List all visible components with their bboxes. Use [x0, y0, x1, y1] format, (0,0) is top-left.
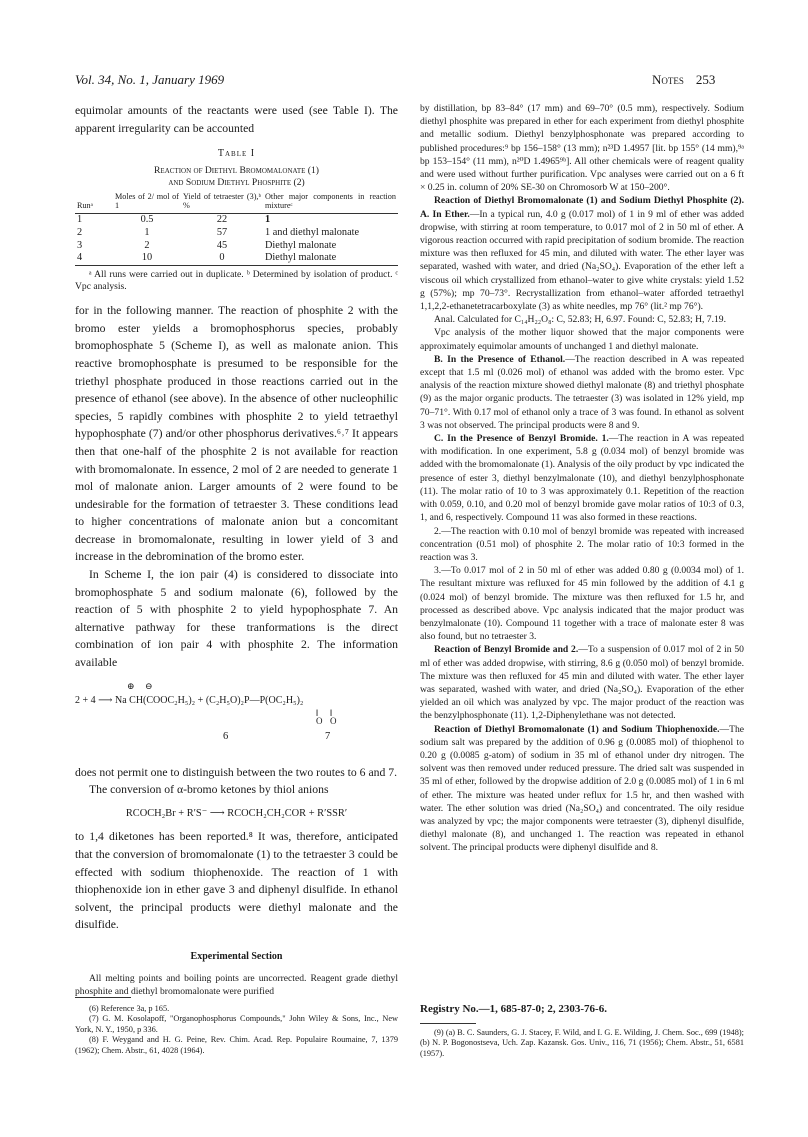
cell-yield: 0	[181, 252, 263, 265]
scheme-hypophosphate: (C₂H₅O)₂P—P(OC₂H₅)₂	[205, 694, 304, 706]
cell-yield: 57	[216, 226, 228, 238]
table-subtitle-1: Reaction of Diethyl Bromomalonate (1)	[154, 164, 319, 176]
procedure-thiophenoxide-text: —The sodium salt was prepared by the addition of 0.96 g (0.0085 mol) of thiophenol to 0.20 g (0.0085 g-atom) of sodium in 35 ml of ethanol under dry nitrogen. The solvent was then removed under reduced pressure. The dried salt was suspended in 35 ml of ether, followed by the dropwise addition of 2.0 g (0.0085 mol) of 1 in 6 ml of ether. The mixture was heated under reflux for 1.5 hr, and then washed with water. The ether solution was dried (Na₂SO₄) and concentrated. The oily residue was analyzed by vpc; the major components were tetraester (3), diphenyl disulfide, diethyl malonate (8), and unchanged 1. The reaction was repeated in ethanol solvent. The principal products were diphenyl disulfide and 8.	[420, 723, 744, 854]
right-paragraph-1: by distillation, bp 83–84° (17 mm) and 69–70° (0.5 mm), respectively. Sodium diethyl phosphite was prepared in ether for each experiment from diethyl phosphite and metallic sodium. Diethyl benzylphosphonate was prepared according to published procedures:⁹ bp 156–158° (13 mm); n²³D 1.4957 [lit. bp 155° (14 mm),⁹ᵃ bp 153–154° (11 mm), n²⁰D 1.4965⁹ᵇ]. All other chemicals were of reagent quality and were used without further purification. Vpc analyses were carried out on a 6 ft × 0.25 in. column of 20% SE-30 on Chromosorb W at 150–200°.	[420, 103, 744, 194]
procedure-thiophenoxide	[420, 723, 744, 855]
negative-charge-symbol: ⊖	[145, 680, 153, 691]
scheme-malonate-anion: CH(COOC₂H₅)₂	[129, 694, 196, 706]
col-header-run: Runᵃ	[75, 192, 113, 214]
table-row	[75, 252, 398, 265]
footnotes-right	[420, 1028, 744, 1059]
procedure-thiophenoxide-heading: Reaction of Diethyl Bromomalonate (1) and Sodium Thiophenoxide.	[434, 723, 720, 735]
footnote-8: (8) F. Weygand and H. G. Peine, Rev. Chim. Acad. Rep. Populaire Roumaine, 7, 1379 (1962); Chem. Abstr., 61, 4028 (1964).	[75, 1035, 398, 1055]
cell-other: Diethyl malonate	[265, 239, 337, 251]
cell-yield: 45	[216, 239, 228, 251]
data-table	[75, 192, 398, 266]
procedure-c1-text: —The reaction in A was repeated with modification. In one experiment, 5.8 g (0.034 mol) of benzyl bromide was added with the bromomalonate (1). Analysis of the oily product by vpc indicated the presence of ester 3, diethyl benzylmalonate (10), and diethyl benzylphosphonate (11). The molar ratio of 10 to 3 was approximately 0.1. Repetition of the reaction with 0.059, 0.10, and 0.20 mol of benzyl bromide gave molar ratios of 10:3 of 0.3, 1, and 6, respectively. Compound 11 was also formed in these reactions.	[420, 433, 744, 524]
col-header-moles: Moles of 2/ mol of 1	[113, 192, 181, 214]
cell-run: 1	[77, 213, 83, 225]
mother-liquor-paragraph: Vpc analysis of the mother liquor showed that the major components were approximately equimolar amounts of unchanged 1 and diethyl malonate.	[420, 327, 744, 352]
body-paragraph-2: In Scheme I, the ion pair (4) is considered to dissociate into bromophosphate 5 and sodium malonate (6), followed by the reaction of 5 with phosphite 2 to yield hypophosphate 7. An alternative pathway for these tranformations is the direct combination of ion pair 4 with phosphite 2. The information available	[75, 568, 398, 670]
table-row	[75, 213, 398, 226]
cell-other: 1	[265, 213, 271, 225]
experimental-intro: All melting points and boiling points are uncorrected. Reagent grade diethyl phosphite and diethyl bromomalonate were purified	[75, 972, 398, 997]
intro-paragraph: equimolar amounts of the reactants were used (see Table I). The apparent irregularity can be accounted	[75, 104, 398, 135]
footnotes-left	[75, 1004, 398, 1056]
procedure-a-text: —In a typical run, 4.0 g (0.017 mol) of 1 in 9 ml of ether was added dropwise, with stirring at room temperature, to 0.017 mol of 2 in 50 ml of ether. A vigorous reaction occurred with rapid precipitation of sodium bromide. The reaction mixture was then refluxed for 45 min, and diluted with water. The ether layer was separated, washed with water, and dried (Na₂SO₄). Evaporation of the ether left a viscous oil which crystallized from ethanol–water to give white crystals: yield 1.52 g (57%); mp 70–73°. Recrystallization from ethanol–water afforded tetraethyl 1,1,2,2-ethanetetracarboxylate (3) as white needles, mp 76° (lit.² mp 76°).	[420, 208, 744, 313]
procedure-benzyl-heading: Reaction of Benzyl Bromide and 2.	[434, 644, 579, 656]
procedure-c2: 2.—The reaction with 0.10 mol of benzyl bromide was repeated with increased concentration (0.51 mol) of phosphite 2. The molar ratio of 10:3 formed in the reaction was 3.	[420, 525, 744, 563]
table-subtitle-2: and Sodium Diethyl Phosphite (2)	[168, 176, 305, 188]
compound-label-6: 6	[223, 730, 229, 742]
cell-run: 2	[77, 226, 83, 238]
scheme-reactants: 2 + 4 ⟶	[75, 694, 113, 706]
procedure-benzyl	[420, 643, 744, 722]
procedure-benzyl-text: —To a suspension of 0.017 mol of 2 in 50 ml of ether was added dropwise, with stirring, 8.6 g (0.050 mol) of benzyl bromide. The mixture was then refluxed for 45 min and diluted with water. The ether layer was separated, washed with water, and dried (Na₂SO₄). Evaporation of the ether yielded an oil which was analyzed by vpc. The major product of the reaction was the benzylphosphonate (11). 1,2-Diphenylethane was not detected.	[420, 644, 744, 722]
cell-run: 3	[77, 239, 83, 251]
page-number: 253	[695, 72, 716, 87]
procedure-c1	[420, 432, 744, 524]
procedure-a	[420, 194, 744, 313]
section-name: Notes	[652, 72, 684, 87]
procedure-b	[420, 353, 744, 432]
footnote-9: (9) (a) B. C. Saunders, G. J. Stacey, F. Wild, and I. G. E. Wilding, J. Chem. Soc., 699 (1948); (b) N. P. Bogonostseva, Uch. Zap. Kazansk. Gos. Univ., 116, 71 (1956); Chem. Abstr., 51, 6581 (1957).	[420, 1028, 744, 1058]
oxo-glyph: ‖ O	[316, 707, 323, 726]
footnote-divider-right	[420, 1023, 476, 1024]
phosphoryl-oxygen-left	[316, 709, 323, 725]
cell-other: Diethyl malonate	[263, 252, 398, 265]
oxo-glyph: ‖ O	[330, 707, 337, 726]
footnote-6: (6) Reference 3a, p 165.	[89, 1004, 170, 1013]
footnote-divider	[75, 997, 131, 998]
table-row	[75, 227, 398, 240]
table-row	[75, 240, 398, 253]
running-header-section	[652, 72, 715, 88]
left-column	[75, 102, 398, 998]
running-header-journal: Vol. 34, No. 1, January 1969	[75, 72, 225, 87]
cell-moles: 0.5	[140, 213, 154, 225]
cell-yield: 22	[216, 213, 228, 225]
table-header-row	[75, 192, 398, 214]
right-column	[420, 102, 744, 855]
reaction-scheme	[75, 678, 398, 758]
body-paragraph-4: The conversion of α-bromo ketones by thiol anions	[89, 783, 329, 797]
procedure-c-heading: C. In the Presence of Benzyl Bromide. 1.	[434, 433, 609, 445]
positive-charge-symbol: ⊕	[127, 680, 135, 691]
table-footnotes: ᵃ All runs were carried out in duplicate. ᵇ Determined by isolation of product. ᶜ Vpc analysis.	[75, 269, 398, 293]
body-paragraph-1: for in the following manner. The reaction of phosphite 2 with the bromo ester yields a bromophosphorus species, probably bromophosphate 5 (Scheme I), as well as malonate anion. This reactive bromophosphate is presumed to be responsible for the triethyl phosphate produced in those reactions carried out in the presence of ethanol (see above). In the absence of other nucleophilic species, 5 rapidly combines with phosphite 2 to yield tetraethyl hypophosphate (7) and/or other phosphorus derivatives.⁶˒⁷ It appears then that one-half of the phosphite 2 is not available for reaction with bromomalonate. In essence, 2 mol of 2 are needed to generate 1 mol of malonate anion. Larger amounts of 2 were found to be undesirable for the formation of tetraester 3. These conditions lead to higher concentrations of malonate anion but a concomitant decrease in bromomalonate, resulting in lower yield of 3 and increase in the debromination of the bromo ester.	[75, 304, 398, 564]
procedure-a-heading: Reaction of Diethyl Bromomalonate (1) and Sodium Diethyl Phosphite (2). A. In Ether.	[420, 195, 744, 220]
col-header-other: Other major components in reaction mixtureᶜ	[263, 192, 398, 214]
footnote-7: (7) G. M. Kosolapoff, "Organophosphorus Compounds," John Wiley & Sons, Inc., New York, N. Y., 1950, p 336.	[75, 1014, 398, 1034]
scheme-equation	[75, 692, 303, 710]
cell-moles: 2	[144, 239, 150, 251]
analysis-line: Anal. Calculated for C₁₄H₂₂O₈: C, 52.83; H, 6.97. Found: C, 52.83; H, 7.19.	[434, 314, 726, 326]
body-paragraph-5: to 1,4 diketones has been reported.⁸ It was, therefore, anticipated that the conversion of bromomalonate (1) to the tetraester 3 could be effected with sodium thiophenoxide. The reaction of 1 with thiophenoxide ion in ether gave 3 and diphenyl disulfide. In ethanol solvent, the principal products were diethyl malonate and the disulfide.	[75, 830, 398, 932]
experimental-section-heading: Experimental Section	[190, 950, 283, 962]
cell-moles: 1	[144, 226, 150, 238]
scheme-plus: +	[197, 694, 204, 706]
cell-moles: 10	[113, 252, 181, 265]
procedure-b-heading: B. In the Presence of Ethanol.	[434, 353, 566, 365]
scheme-sodium: Na	[114, 694, 127, 706]
phosphoryl-oxygen-right	[330, 709, 337, 725]
col-header-yield: Yield of tetraester (3),ᵇ %	[181, 192, 263, 214]
compound-label-7: 7	[325, 730, 331, 742]
thiol-equation: RCOCH₂Br + R′S⁻ ⟶ RCOCH₂CH₂COR + R′SSR′	[125, 807, 348, 819]
procedure-b-text: —The reaction described in A was repeated except that 1.5 ml (0.026 mol) of ethanol was added with the bromo ester. Vpc analysis of the reaction mixture showed diethyl malonate (8) and triethyl phosphate (9) as the major organic products. The tetraester (3) was isolated in 12% yield, mp 70–71°. With 0.17 mol of ethanol only a trace of 3 was found. In ethanol as solvent 3 was not observed. The principal products were 8 and 9.	[420, 353, 744, 431]
registry-numbers: Registry No.—1, 685-87-0; 2, 2303-76-6.	[420, 1003, 607, 1015]
cell-other: 1 and diethyl malonate	[265, 226, 360, 238]
body-paragraph-3: does not permit one to distinguish between the two routes to 6 and 7.	[75, 765, 398, 779]
table-title: Table I	[217, 148, 256, 160]
procedure-c3: 3.—To 0.017 mol of 2 in 50 ml of ether was added 0.80 g (0.0034 mol) of 1. The resultant mixture was refluxed for 45 min followed by the addition of 4.1 g (0.024 mol) of benzyl bromide. The mixture was then refluxed for 1.5 hr, and processed as described above. Vpc analysis indicated that the major product was benzylmalonate (10). Compound 11 together with a trace of malonate ester 8 was also found, but no tetraester 3.	[420, 565, 744, 643]
cell-run: 4	[75, 252, 113, 265]
